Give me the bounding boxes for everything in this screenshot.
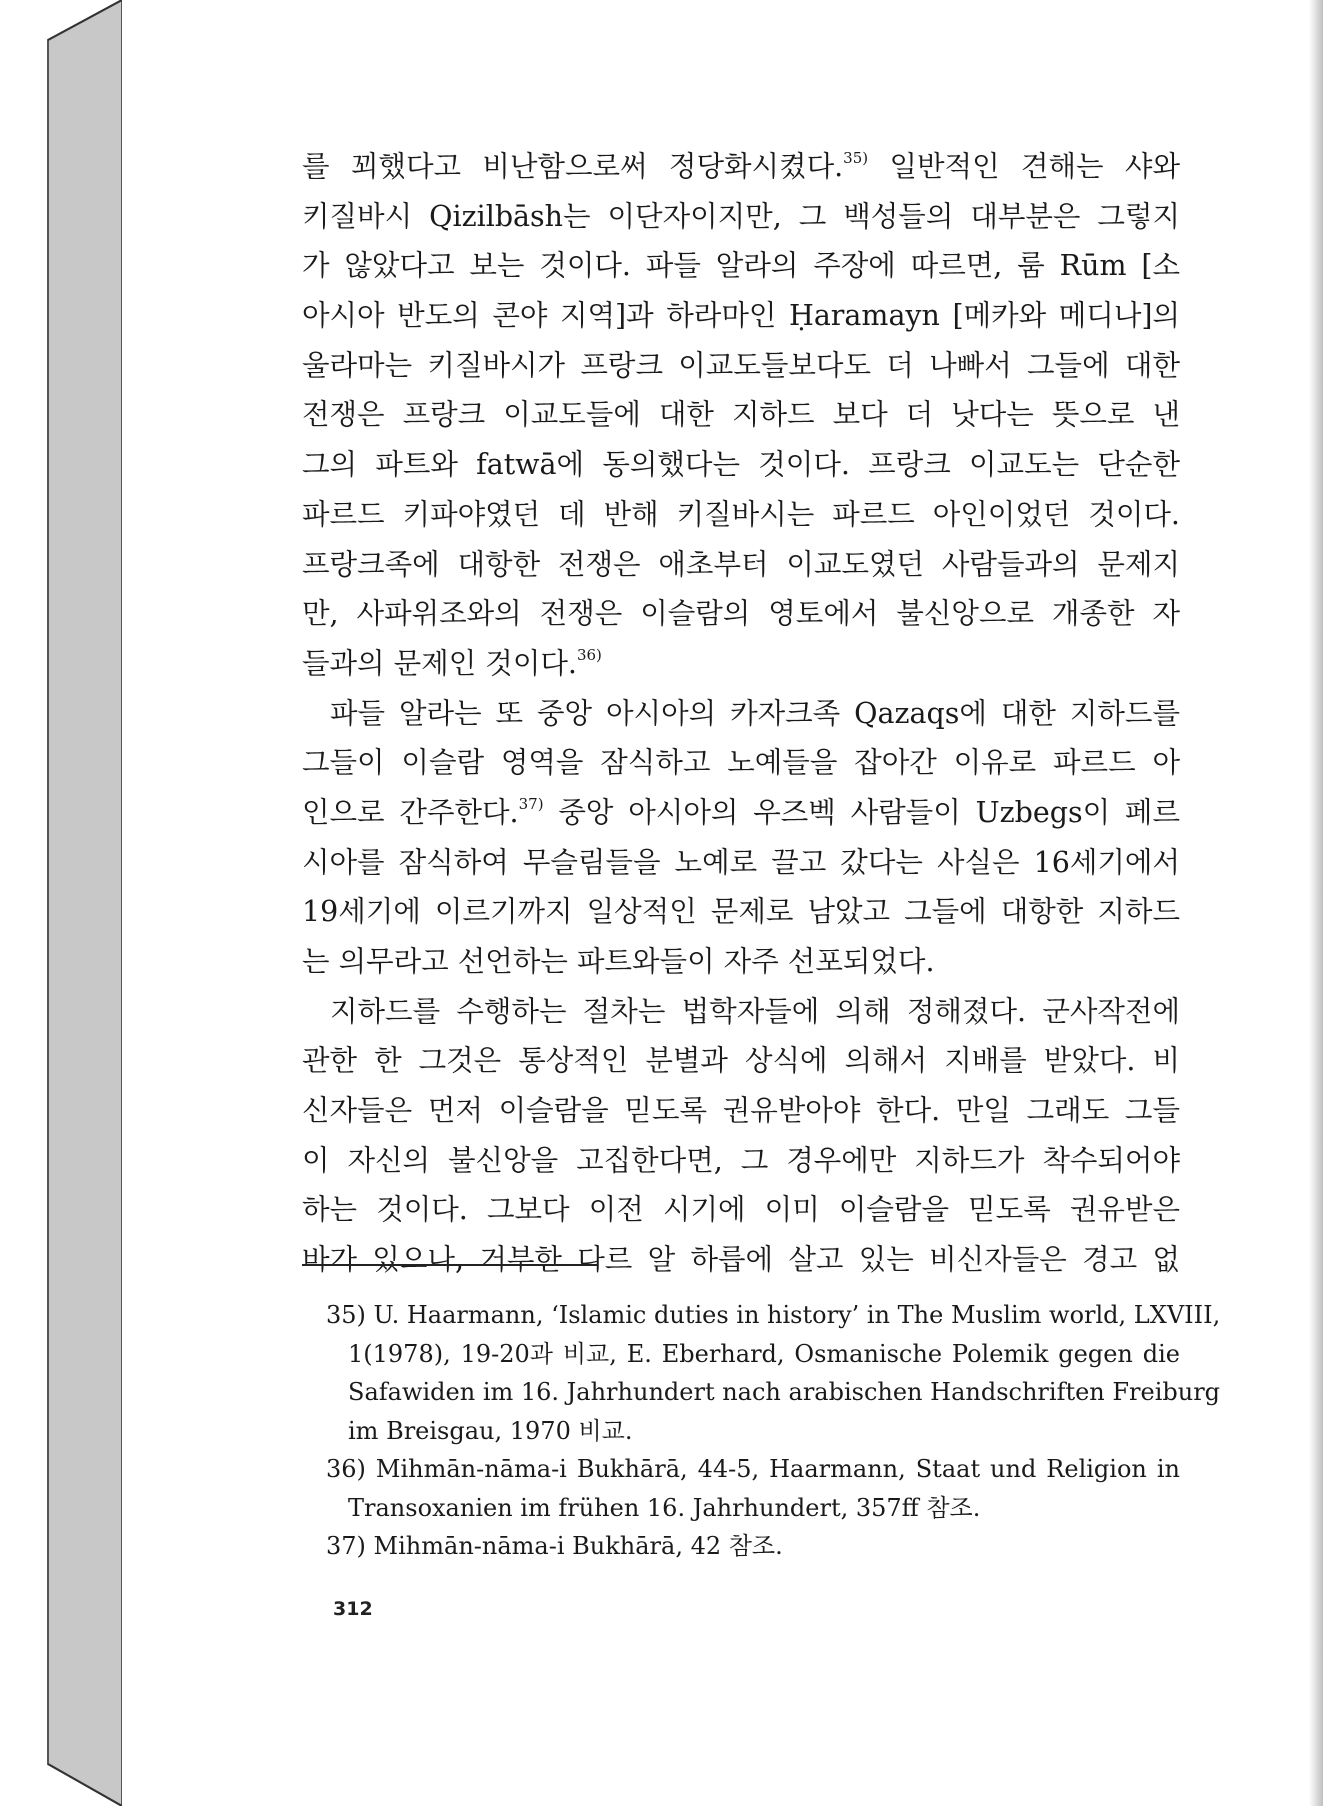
page-shadow	[1309, 0, 1323, 1806]
body-line: 를 꾀했다고 비난함으로써 정당화시켰다.$^{35)}$ 일반적인 견해는 샤와	[302, 149, 1180, 183]
footnote-ref: 37)	[518, 794, 544, 813]
footnote-line: 37) Mihmān-nāma-i Bukhārā, 42 참조.	[326, 1532, 783, 1560]
footnote-line: 36) Mihmān-nāma-i Bukhārā, 44-5, Haarmann, Staat und Religion in	[326, 1455, 1180, 1483]
footnote-35	[326, 1296, 1221, 1450]
body-line: 키질바시 Qizilbāsh는 이단자이지만, 그 백성들의 대부분은 그렇지	[302, 199, 1180, 233]
body-line: 전쟁은 프랑크 이교도들에 대한 지하드 보다 더 낫다는 뜻으로 낸	[302, 398, 1180, 432]
body-line: 바가 있으나, 거부한 다르 알 하릅에 살고 있는 비신자들은 경고 없	[302, 1243, 1180, 1277]
body-line: 그의 파트와 fatwā에 동의했다는 것이다. 프랑크 이교도는 단순한	[302, 448, 1180, 482]
footnote-line: im Breisgau, 1970 비교.	[348, 1416, 633, 1445]
body-line: 하는 것이다. 그보다 이전 시기에 이미 이슬람을 믿도록 권유받은	[302, 1193, 1180, 1227]
footnote-line: 1(1978), 19-20과 비교, E. Eberhard, Osmanische Polemik gegen die	[348, 1339, 1180, 1368]
body-line: 시아를 잠식하여 무슬림들을 노예로 끌고 갔다는 사실은 16세기에서	[302, 845, 1180, 879]
body-line: 가 않았다고 보는 것이다. 파들 알라의 주장에 따르면, 룸 Rūm [소	[302, 249, 1180, 283]
body-line: 19세기에 이르기까지 일상적인 문제로 남았고 그들에 대항한 지하드	[302, 895, 1180, 929]
footnote-number: 35)	[326, 1301, 366, 1329]
body-text	[302, 142, 1180, 1285]
footnote-line: 35) U. Haarmann, ‘Islamic duties in history’ in The Muslim world, LXVIII,	[326, 1301, 1221, 1329]
body-line: 프랑크족에 대항한 전쟁은 애초부터 이교도였던 사람들과의 문제지	[302, 547, 1180, 581]
paragraph-start: 파들 알라는 또 중앙 아시아의 카자크족 Qazaqs에 대한 지하드를	[330, 696, 1180, 730]
footnote-number: 36)	[326, 1455, 366, 1483]
footnote-36	[326, 1450, 1180, 1527]
body-line: 관한 한 그것은 통상적인 분별과 상식에 의해서 지배를 받았다. 비	[302, 1044, 1180, 1078]
body-line: 신자들은 먼저 이슬람을 믿도록 권유받아야 한다. 만일 그래도 그들	[302, 1094, 1180, 1128]
body-line: 울라마는 키질바시가 프랑크 이교도들보다도 더 나빠서 그들에 대한	[302, 348, 1180, 382]
body-line: 아시아 반도의 콘야 지역]과 하라마인 Ḥaramayn [메카와 메디나]의	[302, 299, 1180, 333]
body-line: 는 의무라고 선언하는 파트와들이 자주 선포되었다.	[302, 945, 935, 978]
body-line: 파르드 키파야였던 데 반해 키질바시는 파르드 아인이었던 것이다.	[302, 497, 1180, 531]
body-line: 이 자신의 불신앙을 고집한다면, 그 경우에만 지하드가 착수되어야	[302, 1143, 1180, 1177]
footnote-37	[326, 1527, 1180, 1566]
book-edge	[0, 0, 130, 1806]
footnote-ref: 36)	[576, 645, 602, 664]
paragraph-start: 지하드를 수행하는 절차는 법학자들에 의해 정해졌다. 군사작전에	[330, 994, 1180, 1028]
footnote-ref: 35)	[843, 149, 869, 167]
footnotes	[326, 1296, 1221, 1566]
footnote-line: Safawiden im 16. Jahrhundert nach arabischen Handschriften Freiburg	[348, 1378, 1221, 1406]
body-line: 만, 사파위조와의 전쟁은 이슬람의 영토에서 불신앙으로 개종한 자	[302, 597, 1180, 631]
body-line: 인으로 간주한다.$^{37)}$ 중앙 아시아의 우즈벡 사람들이 Uzbegs이 페르	[302, 794, 1180, 829]
page-number: 312	[333, 1598, 373, 1620]
body-line: 들과의 문제인 것이다.$^{36)}$	[302, 645, 602, 680]
footnote-separator	[302, 1264, 598, 1266]
body-line: 그들이 이슬람 영역을 잠식하고 노예들을 잡아간 이유로 파르드 아	[302, 746, 1180, 780]
footnote-number: 37)	[326, 1532, 366, 1560]
footnote-line: Transoxanien im frühen 16. Jahrhundert, 357ff 참조.	[348, 1493, 981, 1522]
